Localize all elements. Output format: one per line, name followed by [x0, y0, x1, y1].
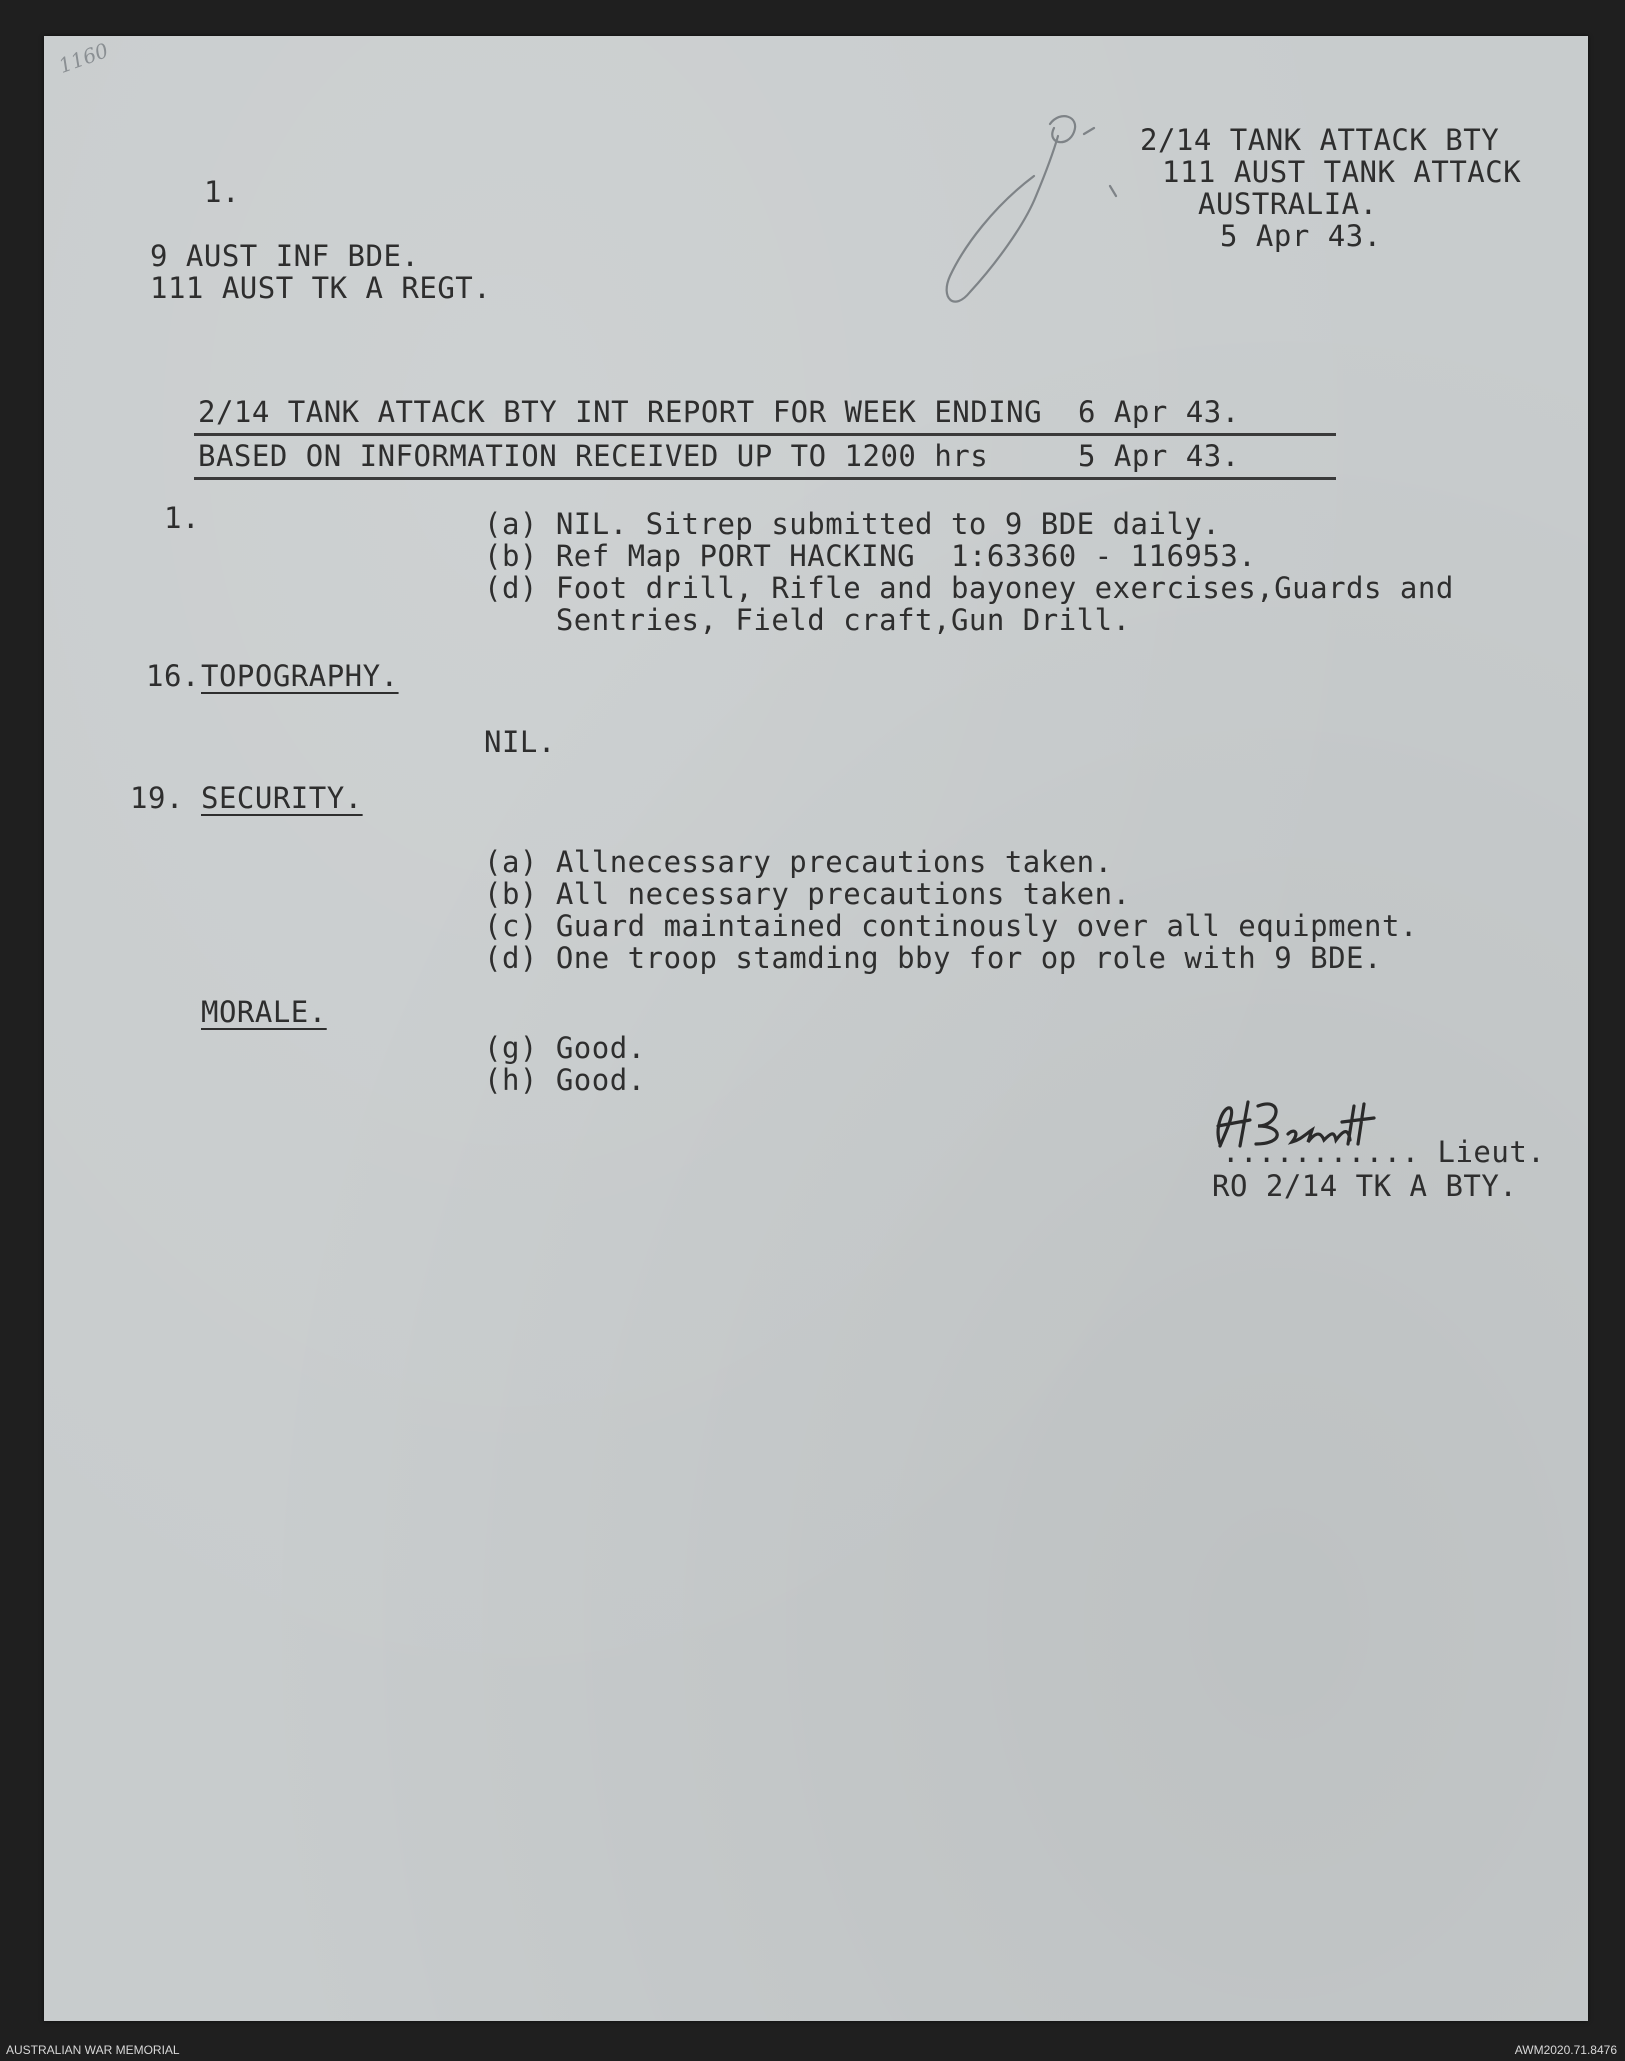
- title-underline-2: [194, 477, 1336, 480]
- addressee-regiment: 111 AUST TK A REGT.: [150, 271, 492, 305]
- section-1-item-d-cont: Sentries, Field craft,Gun Drill.: [484, 603, 1131, 637]
- header-line-unit: 2/14 TANK ATTACK BTY: [1140, 123, 1500, 157]
- title-underline-1: [194, 433, 1336, 436]
- section-1-item-b: (b) Ref Map PORT HACKING 1:63360 - 116953.: [484, 539, 1257, 573]
- section-19-item-c: (c) Guard maintained continously over all equipment.: [484, 909, 1418, 943]
- addressee-brigade: 9 AUST INF BDE.: [150, 239, 420, 273]
- section-1-number: 1.: [164, 501, 200, 535]
- section-16-body: NIL.: [484, 725, 556, 759]
- section-19-item-d: (d) One troop stamding bby for op role with 9 BDE.: [484, 941, 1382, 975]
- section-16-number: 16.: [146, 659, 200, 693]
- page-mark: 1.: [204, 175, 240, 209]
- morale-item-g: (g) Good.: [484, 1031, 646, 1065]
- signature-rank-line: ........... Lieut.: [1222, 1135, 1546, 1169]
- report-title-line-1: 2/14 TANK ATTACK BTY INT REPORT FOR WEEK ENDING 6 Apr 43.: [198, 395, 1240, 429]
- section-1-item-d: (d) Foot drill, Rifle and bayoney exercises,Guards and: [484, 571, 1454, 605]
- pencil-mark: 1160: [55, 38, 112, 78]
- section-19-item-a: (a) Allnecessary precautions taken.: [484, 845, 1113, 879]
- header-line-country: AUSTRALIA.: [1198, 187, 1378, 221]
- morale-item-h: (h) Good.: [484, 1063, 646, 1097]
- header-line-regiment: 111 AUST TANK ATTACK: [1162, 155, 1522, 189]
- section-19-number: 19.: [130, 781, 184, 815]
- section-19-item-b: (b) All necessary precautions taken.: [484, 877, 1131, 911]
- footer-left: AUSTRALIAN WAR MEMORIAL: [6, 2043, 180, 2057]
- report-title-line-2: BASED ON INFORMATION RECEIVED UP TO 1200 hrs 5 Apr 43.: [198, 439, 1240, 473]
- header-line-date: 5 Apr 43.: [1220, 219, 1382, 253]
- section-16-heading: TOPOGRAPHY.: [201, 659, 399, 693]
- section-1-item-a: (a) NIL. Sitrep submitted to 9 BDE daily.: [484, 507, 1221, 541]
- document-page: [44, 36, 1588, 2021]
- signature-appointment: RO 2/14 TK A BTY.: [1212, 1169, 1518, 1203]
- morale-heading: MORALE.: [201, 995, 327, 1029]
- section-19-heading: SECURITY.: [201, 781, 363, 815]
- footer-right: AWM2020.71.8476: [1514, 2043, 1617, 2057]
